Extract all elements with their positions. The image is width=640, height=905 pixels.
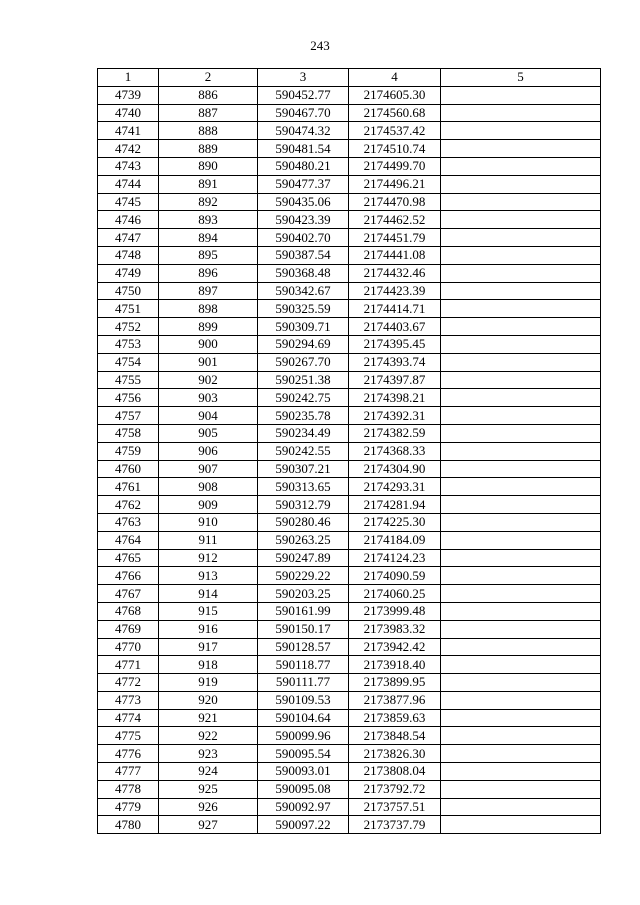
table-cell-col-2: 896: [159, 264, 258, 282]
table-cell-col-2: 912: [159, 549, 258, 567]
column-header-5: 5: [441, 69, 601, 87]
table-cell-col-4: 2173848.54: [349, 727, 441, 745]
table-cell-col-5: [441, 424, 601, 442]
table-cell-col-1: 4774: [98, 709, 159, 727]
table-cell-col-1: 4750: [98, 282, 159, 300]
table-cell-col-2: 910: [159, 513, 258, 531]
table-cell-col-3: 590312.79: [258, 496, 349, 514]
table-cell-col-4: 2173877.96: [349, 691, 441, 709]
table-cell-col-3: 590467.70: [258, 104, 349, 122]
table-cell-col-4: 2173999.48: [349, 602, 441, 620]
table-row: [98, 193, 601, 211]
table-body: [98, 86, 601, 833]
table-cell-col-3: 590294.69: [258, 335, 349, 353]
table-cell-col-2: 908: [159, 478, 258, 496]
table-row: [98, 763, 601, 781]
table-cell-col-2: 895: [159, 246, 258, 264]
table-row: [98, 798, 601, 816]
table-cell-col-5: [441, 567, 601, 585]
table-cell-col-5: [441, 122, 601, 140]
table-cell-col-5: [441, 229, 601, 247]
table-cell-col-2: 921: [159, 709, 258, 727]
table-cell-col-4: 2174414.71: [349, 300, 441, 318]
table-cell-col-4: 2173983.32: [349, 620, 441, 638]
table-cell-col-2: 907: [159, 460, 258, 478]
coordinates-table: [97, 68, 601, 834]
table-cell-col-1: 4747: [98, 229, 159, 247]
table-cell-col-5: [441, 496, 601, 514]
table-cell-col-2: 916: [159, 620, 258, 638]
table-cell-col-5: [441, 709, 601, 727]
table-cell-col-4: 2174451.79: [349, 229, 441, 247]
table-cell-col-3: 590481.54: [258, 140, 349, 158]
table-cell-col-5: [441, 798, 601, 816]
table-cell-col-1: 4743: [98, 157, 159, 175]
table-cell-col-4: 2174368.33: [349, 442, 441, 460]
table-cell-col-2: 918: [159, 656, 258, 674]
table-cell-col-4: 2174393.74: [349, 353, 441, 371]
table-cell-col-5: [441, 157, 601, 175]
table-cell-col-3: 590150.17: [258, 620, 349, 638]
table-cell-col-4: 2173792.72: [349, 780, 441, 798]
table-cell-col-3: 590263.25: [258, 531, 349, 549]
table-cell-col-2: 922: [159, 727, 258, 745]
table-cell-col-1: 4741: [98, 122, 159, 140]
table-cell-col-2: 913: [159, 567, 258, 585]
table-row: [98, 104, 601, 122]
table-cell-col-4: 2174304.90: [349, 460, 441, 478]
table-cell-col-2: 911: [159, 531, 258, 549]
table-cell-col-5: [441, 745, 601, 763]
table-cell-col-3: 590267.70: [258, 353, 349, 371]
table-cell-col-2: 925: [159, 780, 258, 798]
table-cell-col-5: [441, 638, 601, 656]
table-cell-col-1: 4760: [98, 460, 159, 478]
table-cell-col-5: [441, 211, 601, 229]
table-cell-col-4: 2174397.87: [349, 371, 441, 389]
table-cell-col-2: 892: [159, 193, 258, 211]
table-cell-col-4: 2174605.30: [349, 86, 441, 104]
table-cell-col-1: 4778: [98, 780, 159, 798]
table-cell-col-3: 590095.54: [258, 745, 349, 763]
table-cell-col-3: 590095.08: [258, 780, 349, 798]
table-row: [98, 478, 601, 496]
table-cell-col-4: 2174470.98: [349, 193, 441, 211]
table-cell-col-3: 590109.53: [258, 691, 349, 709]
table-cell-col-2: 920: [159, 691, 258, 709]
table-cell-col-5: [441, 460, 601, 478]
table-cell-col-4: 2173918.40: [349, 656, 441, 674]
table-row: [98, 442, 601, 460]
table-cell-col-4: 2174184.09: [349, 531, 441, 549]
table-cell-col-3: 590242.55: [258, 442, 349, 460]
table-cell-col-2: 888: [159, 122, 258, 140]
table-cell-col-4: 2173942.42: [349, 638, 441, 656]
table-row: [98, 122, 601, 140]
table-cell-col-1: 4746: [98, 211, 159, 229]
table-cell-col-5: [441, 513, 601, 531]
table-cell-col-3: 590474.32: [258, 122, 349, 140]
table-cell-col-3: 590435.06: [258, 193, 349, 211]
table-cell-col-2: 904: [159, 407, 258, 425]
table-cell-col-2: 887: [159, 104, 258, 122]
table-cell-col-5: [441, 585, 601, 603]
table-row: [98, 140, 601, 158]
table-cell-col-3: 590251.38: [258, 371, 349, 389]
table-row: [98, 816, 601, 834]
table-cell-col-5: [441, 282, 601, 300]
table-row: [98, 513, 601, 531]
table-cell-col-2: 903: [159, 389, 258, 407]
table-cell-col-1: 4777: [98, 763, 159, 781]
table-cell-col-1: 4770: [98, 638, 159, 656]
table-cell-col-4: 2174537.42: [349, 122, 441, 140]
table-cell-col-2: 917: [159, 638, 258, 656]
table-cell-col-2: 927: [159, 816, 258, 834]
table-cell-col-1: 4771: [98, 656, 159, 674]
table-cell-col-1: 4753: [98, 335, 159, 353]
table-row: [98, 300, 601, 318]
table-cell-col-4: 2174281.94: [349, 496, 441, 514]
table-cell-col-1: 4765: [98, 549, 159, 567]
table-cell-col-1: 4772: [98, 674, 159, 692]
table-cell-col-3: 590092.97: [258, 798, 349, 816]
table-cell-col-3: 590387.54: [258, 246, 349, 264]
table-row: [98, 620, 601, 638]
table-row: [98, 585, 601, 603]
table-cell-col-4: 2173737.79: [349, 816, 441, 834]
table-cell-col-3: 590480.21: [258, 157, 349, 175]
table-row: [98, 745, 601, 763]
table-cell-col-4: 2174432.46: [349, 264, 441, 282]
table-cell-col-2: 889: [159, 140, 258, 158]
table-row: [98, 211, 601, 229]
table-row: [98, 567, 601, 585]
column-header-1: 1: [98, 69, 159, 87]
table-cell-col-5: [441, 407, 601, 425]
table-cell-col-4: 2174382.59: [349, 424, 441, 442]
table-cell-col-1: 4748: [98, 246, 159, 264]
table-cell-col-4: 2174398.21: [349, 389, 441, 407]
table-cell-col-3: 590235.78: [258, 407, 349, 425]
table-cell-col-2: 899: [159, 318, 258, 336]
table-row: [98, 691, 601, 709]
table-cell-col-2: 906: [159, 442, 258, 460]
table-cell-col-5: [441, 300, 601, 318]
table-cell-col-3: 590325.59: [258, 300, 349, 318]
table-cell-col-1: 4773: [98, 691, 159, 709]
table-cell-col-5: [441, 389, 601, 407]
table-cell-col-1: 4769: [98, 620, 159, 638]
table-row: [98, 460, 601, 478]
table-cell-col-1: 4764: [98, 531, 159, 549]
table-row: [98, 371, 601, 389]
table-cell-col-3: 590128.57: [258, 638, 349, 656]
table-cell-col-1: 4766: [98, 567, 159, 585]
table-cell-col-3: 590280.46: [258, 513, 349, 531]
table-cell-col-5: [441, 140, 601, 158]
table-cell-col-1: 4779: [98, 798, 159, 816]
table-cell-col-4: 2173899.95: [349, 674, 441, 692]
table-row: [98, 353, 601, 371]
table-cell-col-5: [441, 531, 601, 549]
table-row: [98, 229, 601, 247]
table-row: [98, 709, 601, 727]
table-cell-col-1: 4739: [98, 86, 159, 104]
table-row: [98, 282, 601, 300]
table-cell-col-2: 898: [159, 300, 258, 318]
table-cell-col-3: 590093.01: [258, 763, 349, 781]
table-cell-col-3: 590368.48: [258, 264, 349, 282]
column-header-3: 3: [258, 69, 349, 87]
table-cell-col-3: 590099.96: [258, 727, 349, 745]
table-cell-col-2: 897: [159, 282, 258, 300]
table-cell-col-1: 4757: [98, 407, 159, 425]
table-cell-col-1: 4762: [98, 496, 159, 514]
table-row: [98, 549, 601, 567]
table-cell-col-2: 923: [159, 745, 258, 763]
table-cell-col-5: [441, 246, 601, 264]
table-cell-col-3: 590111.77: [258, 674, 349, 692]
table-cell-col-4: 2174441.08: [349, 246, 441, 264]
table-cell-col-5: [441, 620, 601, 638]
table-row: [98, 496, 601, 514]
table-cell-col-3: 590242.75: [258, 389, 349, 407]
table-cell-col-1: 4763: [98, 513, 159, 531]
table-cell-col-2: 894: [159, 229, 258, 247]
table-cell-col-2: 905: [159, 424, 258, 442]
table-header-row: [98, 69, 601, 87]
table-cell-col-5: [441, 86, 601, 104]
table-cell-col-1: 4751: [98, 300, 159, 318]
table-cell-col-5: [441, 763, 601, 781]
table-cell-col-4: 2174392.31: [349, 407, 441, 425]
table-cell-col-5: [441, 780, 601, 798]
table-cell-col-2: 924: [159, 763, 258, 781]
table-cell-col-1: 4755: [98, 371, 159, 389]
table-row: [98, 656, 601, 674]
table-cell-col-4: 2174423.39: [349, 282, 441, 300]
column-header-4: 4: [349, 69, 441, 87]
table-cell-col-1: 4756: [98, 389, 159, 407]
table-cell-col-4: 2174510.74: [349, 140, 441, 158]
table-cell-col-1: 4749: [98, 264, 159, 282]
column-header-2: 2: [159, 69, 258, 87]
table-cell-col-1: 4742: [98, 140, 159, 158]
table-cell-col-4: 2174225.30: [349, 513, 441, 531]
table-cell-col-1: 4745: [98, 193, 159, 211]
table-cell-col-5: [441, 371, 601, 389]
table-cell-col-4: 2173859.63: [349, 709, 441, 727]
table-cell-col-4: 2173808.04: [349, 763, 441, 781]
table-cell-col-2: 909: [159, 496, 258, 514]
table-row: [98, 602, 601, 620]
table-row: [98, 780, 601, 798]
table-cell-col-4: 2174060.25: [349, 585, 441, 603]
table-cell-col-3: 590229.22: [258, 567, 349, 585]
table-cell-col-1: 4740: [98, 104, 159, 122]
table-row: [98, 638, 601, 656]
table-cell-col-3: 590402.70: [258, 229, 349, 247]
table-cell-col-4: 2174496.21: [349, 175, 441, 193]
table-cell-col-5: [441, 335, 601, 353]
table-row: [98, 531, 601, 549]
table-cell-col-3: 590104.64: [258, 709, 349, 727]
table-cell-col-5: [441, 318, 601, 336]
table-cell-col-1: 4758: [98, 424, 159, 442]
table-cell-col-1: 4767: [98, 585, 159, 603]
table-cell-col-5: [441, 264, 601, 282]
table-row: [98, 407, 601, 425]
table-row: [98, 86, 601, 104]
table-cell-col-3: 590309.71: [258, 318, 349, 336]
table-cell-col-5: [441, 478, 601, 496]
table-row: [98, 157, 601, 175]
table-cell-col-5: [441, 549, 601, 567]
table-cell-col-3: 590234.49: [258, 424, 349, 442]
table-cell-col-2: 893: [159, 211, 258, 229]
table-cell-col-3: 590203.25: [258, 585, 349, 603]
table-cell-col-4: 2174403.67: [349, 318, 441, 336]
table-cell-col-4: 2174395.45: [349, 335, 441, 353]
table-row: [98, 424, 601, 442]
table-row: [98, 246, 601, 264]
table-cell-col-3: 590247.89: [258, 549, 349, 567]
table-cell-col-5: [441, 691, 601, 709]
table-cell-col-1: 4776: [98, 745, 159, 763]
table-row: [98, 674, 601, 692]
table-cell-col-5: [441, 193, 601, 211]
table-cell-col-3: 590118.77: [258, 656, 349, 674]
table-cell-col-5: [441, 442, 601, 460]
table-cell-col-1: 4759: [98, 442, 159, 460]
table-cell-col-2: 915: [159, 602, 258, 620]
table-cell-col-1: 4780: [98, 816, 159, 834]
table-cell-col-4: 2174499.70: [349, 157, 441, 175]
table-cell-col-4: 2174560.68: [349, 104, 441, 122]
table-row: [98, 264, 601, 282]
table-cell-col-3: 590423.39: [258, 211, 349, 229]
table-cell-col-1: 4744: [98, 175, 159, 193]
table-cell-col-2: 886: [159, 86, 258, 104]
table-cell-col-2: 901: [159, 353, 258, 371]
table-cell-col-2: 902: [159, 371, 258, 389]
table-cell-col-3: 590097.22: [258, 816, 349, 834]
table-cell-col-2: 891: [159, 175, 258, 193]
table-cell-col-1: 4775: [98, 727, 159, 745]
table-cell-col-5: [441, 656, 601, 674]
table-cell-col-5: [441, 175, 601, 193]
table-cell-col-3: 590307.21: [258, 460, 349, 478]
page-number: 243: [310, 38, 330, 53]
table-cell-col-3: 590342.67: [258, 282, 349, 300]
table-cell-col-3: 590477.37: [258, 175, 349, 193]
table-cell-col-2: 919: [159, 674, 258, 692]
table-cell-col-5: [441, 353, 601, 371]
table-cell-col-5: [441, 816, 601, 834]
table-cell-col-2: 890: [159, 157, 258, 175]
table-cell-col-4: 2174462.52: [349, 211, 441, 229]
table-cell-col-4: 2173757.51: [349, 798, 441, 816]
table-row: [98, 727, 601, 745]
table-cell-col-5: [441, 104, 601, 122]
table-cell-col-4: 2174293.31: [349, 478, 441, 496]
table-cell-col-4: 2174090.59: [349, 567, 441, 585]
table-cell-col-1: 4768: [98, 602, 159, 620]
table-cell-col-1: 4761: [98, 478, 159, 496]
table-cell-col-5: [441, 602, 601, 620]
table-cell-col-4: 2174124.23: [349, 549, 441, 567]
table-row: [98, 175, 601, 193]
table-cell-col-3: 590452.77: [258, 86, 349, 104]
table-cell-col-4: 2173826.30: [349, 745, 441, 763]
table-cell-col-3: 590161.99: [258, 602, 349, 620]
table-cell-col-2: 926: [159, 798, 258, 816]
table-cell-col-5: [441, 674, 601, 692]
table-row: [98, 389, 601, 407]
table-cell-col-1: 4752: [98, 318, 159, 336]
table-row: [98, 335, 601, 353]
table-cell-col-1: 4754: [98, 353, 159, 371]
table-cell-col-2: 914: [159, 585, 258, 603]
table-row: [98, 318, 601, 336]
table-cell-col-5: [441, 727, 601, 745]
table-cell-col-3: 590313.65: [258, 478, 349, 496]
table-cell-col-2: 900: [159, 335, 258, 353]
